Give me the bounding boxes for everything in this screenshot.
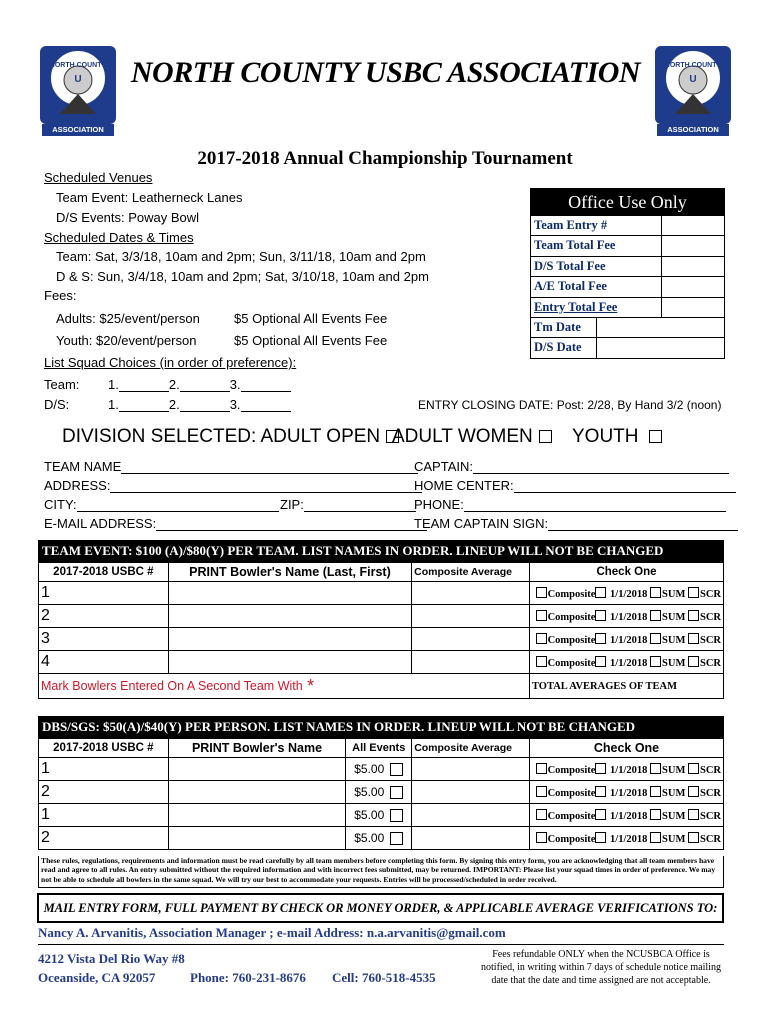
tournament-subtitle: 2017-2018 Annual Championship Tournament [197,148,573,169]
all-events-fee[interactable]: $5.00 [346,804,412,827]
all-events-fee[interactable]: $5.00 [346,827,412,850]
check-options[interactable]: Composite 1/1/2018 SUM SCR [529,605,723,628]
city-field[interactable]: CITY: [44,497,279,512]
divider [38,944,724,945]
logo-text-top: NORTH COUNTY [664,62,722,69]
all-events-fee[interactable]: $5.00 [346,781,412,804]
address-line1: 4212 Vista Del Rio Way #8 [38,951,185,966]
table-row: 3 Composite 1/1/2018 SUM SCR [39,628,724,651]
logo-text-top: NORTH COUNTY [49,62,107,69]
all-events-fee[interactable]: $5.00 [346,758,412,781]
office-row[interactable]: Team Total Fee [531,235,724,255]
dbs-bar: DBS/SGS: $50(A)/$40(Y) PER PERSON. LIST NAMES IN ORDER. LINEUP WILL NOT BE CHANGED [38,716,724,738]
col-name: PRINT Bowler's Name [168,739,346,758]
page-title: NORTH COUNTY USBC ASSOCIATION [130,56,641,89]
check-options[interactable]: Composite 1/1/2018 SUM SCR [529,651,723,674]
check-options[interactable]: Composite 1/1/2018 SUM SCR [529,758,723,781]
dates-ds: D & S: Sun, 3/4/18, 10am and 2pm; Sat, 3/10/18, 10am and 2pm [56,269,429,284]
cell-number: Cell: 760-518-4535 [332,970,436,985]
table-row: 1 Composite 1/1/2018 SUM SCR [39,582,724,605]
venue-team: Team Event: Leatherneck Lanes [56,190,243,205]
dates-heading: Scheduled Dates & Times [44,230,194,245]
checkbox-icon [539,430,552,443]
squad-team-choices[interactable]: 1. 2. 3. [108,377,291,392]
col-avg: Composite Average [412,739,530,758]
office-heading: Office Use Only [531,189,724,215]
office-row[interactable]: Tm Date [531,317,724,337]
check-options[interactable]: Composite 1/1/2018 SUM SCR [529,628,723,651]
col-name: PRINT Bowler's Name (Last, First) [168,563,411,582]
phone-number: Phone: 760-231-8676 [190,970,306,985]
address-line2: Oceanside, CA 92057 [38,970,156,985]
office-use-box [530,188,725,359]
table-row: 2 $5.00 Composite 1/1/2018 SUM SCR [39,827,724,850]
association-logo-left [38,44,118,138]
disclaimer: These rules, regulations, requirements and information must be read carefully by all team members before completing this form. By signing this entry form, you are acknowledging that all team members have read and agree to all rules. An entry submitted without the required information and with incorrect fees submitted, may be returned. IMPORTANT: Please list your squad times in order of preference. We may not be able to schedule all bowlers in the same squad. We will try our best to accommodate your requests. Entries will be processed/scheduled in order received. [38,856,724,888]
squad-heading: List Squad Choices (in order of preference): [44,355,297,370]
col-usbc: 2017-2018 USBC # [39,563,169,582]
checkbox-icon [649,430,662,443]
fees-adults: Adults: $25/event/person [56,311,200,326]
logo-letter: U [74,74,82,85]
check-options[interactable]: Composite 1/1/2018 SUM SCR [529,827,723,850]
captain-field[interactable]: CAPTAIN: [414,459,729,474]
check-options[interactable]: Composite 1/1/2018 SUM SCR [529,781,723,804]
fees-heading: Fees: [44,288,77,303]
team-event-bar: TEAM EVENT: $100 (A)/$80(Y) PER TEAM. LIST NAMES IN ORDER. LINEUP WILL NOT BE CHANGED [38,540,724,562]
dates-team: Team: Sat, 3/3/18, 10am and 2pm; Sun, 3/11/18, 10am and 2pm [56,249,426,264]
col-avg: Composite Average [412,563,530,582]
dbs-section [38,716,724,850]
total-averages: TOTAL AVERAGES OF TEAM [529,674,723,699]
mail-instructions: MAIL ENTRY FORM, FULL PAYMENT BY CHECK OR MONEY ORDER, & APPLICABLE AVERAGE VERIFICATIONS TO: [37,893,724,923]
table-row: 1 $5.00 Composite 1/1/2018 SUM SCR [39,758,724,781]
col-check: Check One [529,563,723,582]
address-field[interactable]: ADDRESS: [44,478,422,493]
col-usbc: 2017-2018 USBC # [39,739,169,758]
office-row[interactable]: D/S Total Fee [531,256,724,276]
team-event-table [38,562,724,699]
refund-note: Fees refundable ONLY when the NCUSBCA Office is notified, in writing within 7 days of schedule notice mailing date that the date and time assigned are not acceptable. [481,949,721,986]
squad-team-label: Team: [44,377,80,392]
phone-field[interactable]: PHONE: [414,497,726,512]
division-adult-open[interactable]: DIVISION SELECTED: ADULT OPEN [62,426,399,448]
second-team-note: Mark Bowlers Entered On A Second Team With * [39,674,530,699]
office-row[interactable]: Team Entry # [531,215,724,235]
col-check: Check One [529,739,723,758]
closing-date: ENTRY CLOSING DATE: Post: 2/28, By Hand 3/2 (noon) [418,398,722,412]
fees-optional-adults: $5 Optional All Events Fee [234,311,388,326]
division-adult-women[interactable]: ADULT WOMEN [392,426,552,448]
team-name-field[interactable]: TEAM NAME [44,459,418,474]
logo-text-bottom: ASSOCIATION [52,125,104,134]
office-row[interactable]: D/S Date [531,337,724,357]
association-logo-right [653,44,733,138]
office-row[interactable]: A/E Total Fee [531,276,724,296]
logo-letter: U [689,74,697,85]
table-row: 1 $5.00 Composite 1/1/2018 SUM SCR [39,804,724,827]
logo-text-bottom: ASSOCIATION [667,125,719,134]
check-options[interactable]: Composite 1/1/2018 SUM SCR [529,804,723,827]
venues-heading: Scheduled Venues [44,170,153,185]
dbs-table [38,738,724,850]
check-options[interactable]: Composite 1/1/2018 SUM SCR [529,582,723,605]
team-event-section [38,540,724,699]
table-row: 2 $5.00 Composite 1/1/2018 SUM SCR [39,781,724,804]
squad-ds-choices[interactable]: 1. 2. 3. [108,397,291,412]
zip-field[interactable]: ZIP: [280,497,416,512]
division-youth[interactable]: YOUTH [572,426,662,448]
manager-contact: Nancy A. Arvanitis, Association Manager ; e-mail Address: n.a.arvanitis@gmail.com [38,925,506,940]
home-center-field[interactable]: HOME CENTER: [414,478,736,493]
captain-sign-field[interactable]: TEAM CAPTAIN SIGN: [414,516,738,531]
fees-youth: Youth: $20/event/person [56,333,197,348]
squad-ds-label: D/S: [44,397,70,412]
fees-optional-youth: $5 Optional All Events Fee [234,333,388,348]
venue-ds: D/S Events: Poway Bowl [56,210,200,225]
email-field[interactable]: E-MAIL ADDRESS: [44,516,427,531]
table-row: 4 Composite 1/1/2018 SUM SCR [39,651,724,674]
col-all-events: All Events [346,739,412,758]
office-row[interactable]: Entry Total Fee [531,297,724,317]
table-row: 2 Composite 1/1/2018 SUM SCR [39,605,724,628]
